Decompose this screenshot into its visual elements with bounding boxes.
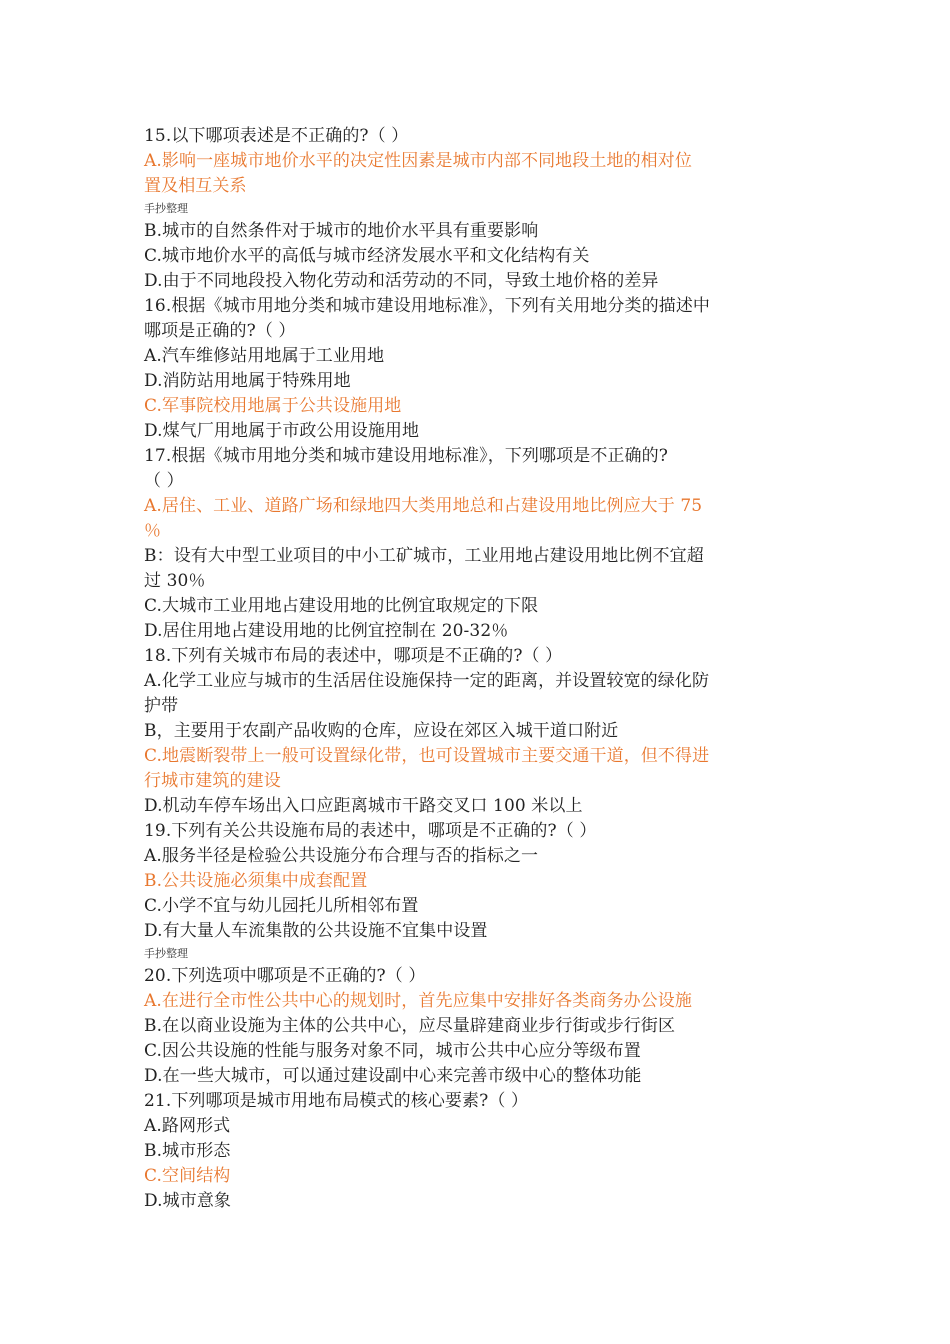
- option-line: D.由于不同地段投入物化劳动和活劳动的不同，导致土地价格的差异: [144, 271, 659, 291]
- option-line: D.机动车停车场出入口应距离城市干路交叉口 100 米以上: [144, 796, 583, 816]
- option-line: C.大城市工业用地占建设用地的比例宜取规定的下限: [144, 596, 539, 616]
- option-line: A.汽车维修站用地属于工业用地: [144, 346, 385, 366]
- answer-line: C.空间结构: [144, 1166, 231, 1186]
- option-line: A.路网形式: [144, 1116, 231, 1136]
- option-line: D.有大量人车流集散的公共设施不宜集中设置: [144, 921, 488, 941]
- option-line: C.城市地价水平的高低与城市经济发展水平和文化结构有关: [144, 246, 590, 266]
- answer-line: 置及相互关系: [144, 176, 247, 196]
- answer-line: A.影响一座城市地价水平的决定性因素是城市内部不同地段土地的相对位: [144, 151, 692, 171]
- option-line: C.小学不宜与幼儿园托儿所相邻布置: [144, 896, 419, 916]
- option-line: D.城市意象: [144, 1191, 232, 1211]
- option-line: D.居住用地占建设用地的比例宜控制在 20-32％: [144, 621, 509, 641]
- question-line: 21.下列哪项是城市用地布局模式的核心要素?（ ）: [144, 1091, 529, 1111]
- option-line: B.在以商业设施为主体的公共中心，应尽量辟建商业步行街或步行街区: [144, 1016, 676, 1036]
- option-line: B：设有大中型工业项目的中小工矿城市，工业用地占建设用地比例不宜超: [144, 546, 704, 566]
- option-line: C.因公共设施的性能与服务对象不同，城市公共中心应分等级布置: [144, 1041, 641, 1061]
- option-line: D.消防站用地属于特殊用地: [144, 371, 351, 391]
- option-line: A.化学工业应与城市的生活居住设施保持一定的距离，并设置较宽的绿化防: [144, 671, 710, 691]
- document-page: [144, 124, 784, 1214]
- answer-line: A.在进行全市性公共中心的规划时，首先应集中安排好各类商务办公设施: [144, 991, 692, 1011]
- answer-line: ％: [144, 521, 162, 541]
- answer-line: C.军事院校用地属于公共设施用地: [144, 396, 402, 416]
- option-line: 过 30％: [144, 571, 206, 591]
- question-line: 哪项是正确的?（ ）: [144, 321, 296, 341]
- question-line: 17.根据《城市用地分类和城市建设用地标准》，下列哪项是不正确的?: [144, 446, 668, 466]
- option-line: 护带: [144, 696, 179, 716]
- option-line: A.服务半径是检验公共设施分布合理与否的指标之一: [144, 846, 539, 866]
- question-line: 18.下列有关城市布局的表述中，哪项是不正确的?（ ）: [144, 646, 563, 666]
- handwritten-note: 手抄整理: [144, 202, 188, 215]
- option-line: D.在一些大城市，可以通过建设副中心来完善市级中心的整体功能: [144, 1066, 642, 1086]
- answer-line: C.地震断裂带上一般可设置绿化带，也可设置城市主要交通干道，但不得进: [144, 746, 710, 766]
- option-line: D.煤气厂用地属于市政公用设施用地: [144, 421, 420, 441]
- option-line: B，主要用于农副产品收购的仓库，应设在郊区入城干道口附近: [144, 721, 619, 741]
- question-line: 16.根据《城市用地分类和城市建设用地标准》，下列有关用地分类的描述中: [144, 296, 711, 316]
- answer-line: A.居住、工业、道路广场和绿地四大类用地总和占建设用地比例应大于 75: [144, 496, 703, 516]
- answer-line: B.公共设施必须集中成套配置: [144, 871, 368, 891]
- question-line: 19.下列有关公共设施布局的表述中，哪项是不正确的?（ ）: [144, 821, 597, 841]
- handwritten-note: 手抄整理: [144, 947, 188, 960]
- answer-line: 行城市建筑的建设: [144, 771, 281, 791]
- question-line: 20.下列选项中哪项是不正确的?（ ）: [144, 966, 426, 986]
- option-line: B.城市的自然条件对于城市的地价水平具有重要影响: [144, 221, 539, 241]
- option-line: B.城市形态: [144, 1141, 231, 1161]
- question-line: （ ）: [144, 471, 184, 491]
- question-line: 15.以下哪项表述是不正确的?（ ）: [144, 126, 409, 146]
